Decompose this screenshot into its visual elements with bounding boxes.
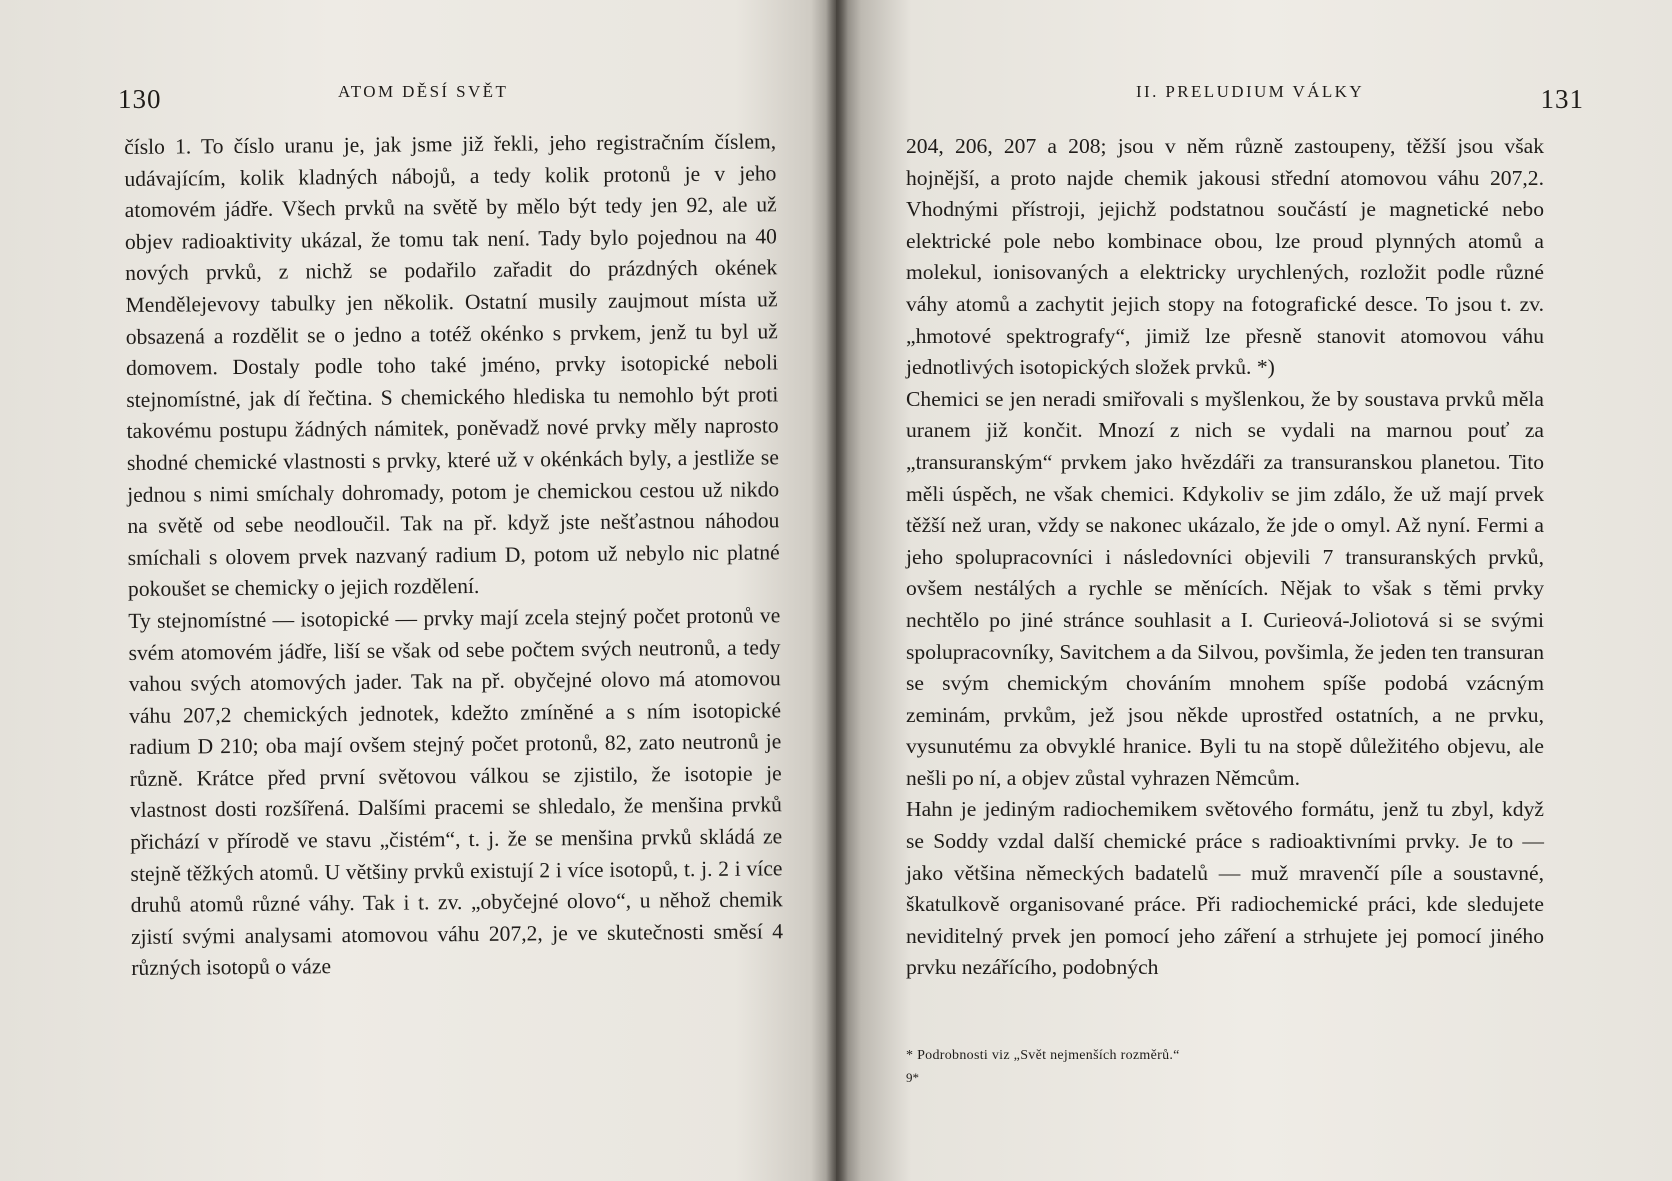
page-number: 130 xyxy=(118,84,162,114)
signature-mark: 9* xyxy=(906,1070,919,1085)
paragraph: 204, 206, 207 a 208; jsou v něm různě zastoupeny, těžší jsou však hojnější, a proto najde chemik jakousi střední atomovou váhu 207,2. Vhodnými přístroji, jejichž podstatnou součástí je magnetické nebo elektrické pole nebo kombinace obou, lze proud plynných atomů a molekul, ionisovaných a elektricky urychlených, rozložit podle různé váhy atomů a zachytit jejich stopy na fotografické desce. To jsou t. zv. „hmotové spektrografy“, jimiž lze přesně stanovit atomovou váhu jednotlivých isotopických složek prvků. *) xyxy=(906,134,1544,380)
body-text xyxy=(124,126,783,985)
right-page xyxy=(836,0,1672,1181)
footnote: * Podrobnosti viz „Svět nejmenších rozměrů.“ xyxy=(906,1048,1180,1063)
paragraph: Hahn je jediným radiochemikem světového formátu, jenž tu zbyl, když se Soddy vzdal další chemické práce s radioaktivními prvky. Je to — jako většina německých badatelů — muž mravenčí píle a soustavné, škatulkově organisované práce. Při radiochemické práci, kde sledujete neviditelný prvek jen pomocí jeho záření a strhujete jej pomocí jiného prvku nezářícího, podobných xyxy=(906,797,1544,980)
page-number: 131 xyxy=(1540,84,1584,114)
paragraph: Chemici se jen neradi smiřovali s myšlenkou, že by soustava prvků měla uranem již končit. Mnozí z nich se vydali na marnou pouť za „transuranským“ prvkem jako hvězdáři za transuranskou planetou. Tito měli úspěch, ne však chemici. Kdykoliv se jim zdálo, že už mají prvek těžší než uran, vždy se nakonec ukázalo, že jde o omyl. Až nyní. Fermi a jeho spolupracovníci i následovníci objevili 7 transuranských prvků, ovšem nestálých a rychle se měnících. Nějak to však s těmi prvky nechtělo po jiné stránce souhlasit a I. Curieová-Joliotová si se svými spolupracovníky, Savitchem a da Silvou, povšimla, že jeden ten transuran se svým chemickým chováním mnohem spíše podobá vzácným zeminám, prvkům, jež jsou někde uprostřed ostatních, a ne prvku, vysunutému za obvyklé hranice. Byli tu na stopě důležitého objevu, ale nešli po ní, a objev zůstal vyhrazen Němcům. xyxy=(906,386,1544,790)
running-head: II. PRELUDIUM VÁLKY xyxy=(1136,82,1365,101)
paragraph: číslo 1. To číslo uranu je, jak jsme již řekli, jeho registračním číslem, udávajícím, kolik kladných nábojů, a tedy kolik protonů je v jeho atomovém jádře. Všech prvků na světě by mělo být tedy jen 92, ale už objev radioaktivity ukázal, že tomu tak není. Tady bylo pojednou na 40 nových prvků, z nichž se podařilo zařadit do prázdných okének Mendělejevovy tabulky jen několik. Ostatní musily zaujmout místa už obsazená a rozdělit se o jedno a totéž okénko s prvkem, jenž tu byl už domovem. Dostaly podle toho také jméno, prvky isotopické neboli stejnomístné, jak dí řečtina. S chemického hlediska tu nemohlo být proti takovému postupu žádných námitek, poněvadž nové prvky měly naprosto shodné chemické vlastnosti s prvky, které už v okénkách byly, a jestliže se jednou s nimi smíchaly dohromady, potom je chemickou cestou už nikdo na světě od sebe neodloučil. Tak na př. když jste nešťastnou náhodou smíchali s olovem prvek nazvaný radium D, potom už nebylo nic platné pokoušet se chemicky o jejich rozdělení. xyxy=(124,129,780,602)
body-text xyxy=(906,131,1544,984)
running-head: ATOM DĚSÍ SVĚT xyxy=(338,82,509,101)
paragraph: Ty stejnomístné — isotopické — prvky mají zcela stejný počet protonů ve svém atomovém jádře, liší se však od sebe počtem svých neutronů, a tedy vahou svých atomových jader. Tak na př. obyčejné olovo má atomovou váhu 207,2 chemických jednotek, kdežto zmíněné a s ním isotopické radium D 210; oba mají ovšem stejný počet protonů, 82, zato neutronů je různě. Krátce před první světovou válkou se zjistilo, že isotopie je vlastnost dosti rozšířená. Dalšími pracemi se shledalo, že menšina prvků přichází v přírodě ve stavu „čistém“, t. j. že se menšina prvků skládá ze stejně těžkých atomů. U většiny prvků existují 2 i více isotopů, t. j. 2 i více druhů atomů různé váhy. Tak i t. zv. „obyčejné olovo“, u něhož chemik zjistí svými analysami atomovou váhu 207,2, je ve skutečnosti směsí 4 různých isotopů o váze xyxy=(128,603,784,981)
